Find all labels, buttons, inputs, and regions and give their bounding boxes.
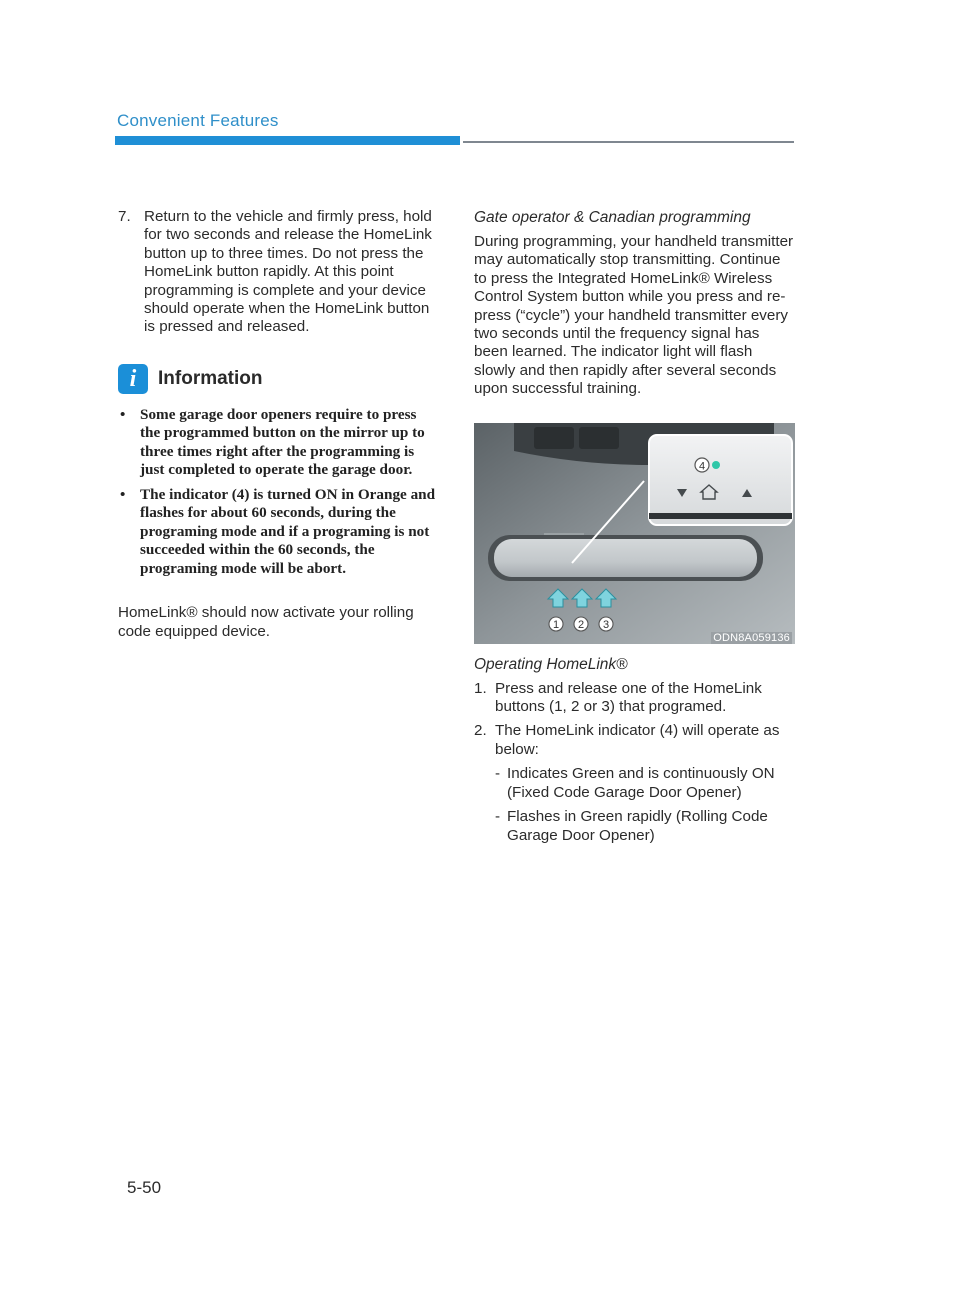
- homelink-mirror-figure: [474, 423, 795, 644]
- operating-step-1: [474, 680, 796, 717]
- gate-paragraph: During programming, your handheld transmitter may automatically stop transmitting. Continue to press the Integrated HomeLink® Wireless Control System button while you press and re-press (“cycle”) your handheld transmitter every two seconds until the frequency signal has been learned. The indicator light will flash slowly and then rapidly after several seconds upon successful training.: [474, 233, 794, 398]
- label-4: 4: [698, 460, 706, 473]
- step-text: Press and release one of the HomeLink buttons (1, 2 or 3) that programed.: [495, 679, 762, 716]
- sub-item: [495, 808, 796, 845]
- left-column: [118, 208, 440, 641]
- step-number: 7.: [118, 208, 131, 225]
- figure-code: ODN8A059136: [713, 631, 790, 644]
- section-title: Convenient Features: [117, 111, 279, 130]
- info-icon: i: [118, 364, 148, 394]
- zoom-inset-edge: [649, 513, 792, 519]
- information-item-text: The indicator (4) is turned ON in Orange and flashes for about 60 seconds, during the programing mode and if a programing is not succeeded within the 60 seconds, the programing mode will be abort.: [140, 485, 436, 577]
- label-2: 2: [577, 618, 585, 631]
- information-item-text: Some garage door openers require to press the programmed button on the mirror up to three times right after the programming is just completed to operate the garage door.: [140, 405, 425, 479]
- operating-step-2: [474, 722, 796, 844]
- label-1: 1: [552, 618, 560, 631]
- information-item: [118, 486, 440, 579]
- bullet-icon: •: [120, 405, 126, 423]
- label-3: 3: [602, 618, 610, 631]
- information-list: [118, 406, 440, 579]
- step-number: 1.: [474, 679, 487, 697]
- sub-item-text: Indicates Green and is continuously ON (Fixed Code Garage Door Opener): [507, 765, 775, 801]
- closing-paragraph: HomeLink® should now activate your rolling code equipped device.: [118, 604, 414, 640]
- operating-heading: Operating HomeLink®: [474, 655, 628, 673]
- header-rule-accent: [115, 136, 460, 145]
- mirror-illustration: [474, 423, 795, 644]
- zoom-inset: [649, 435, 792, 525]
- right-column: [474, 208, 796, 845]
- step-number: 2.: [474, 722, 487, 740]
- header-rule: [463, 141, 794, 143]
- sub-item: [495, 765, 796, 802]
- step-text: The HomeLink indicator (4) will operate as below:: [495, 722, 780, 758]
- sub-item-text: Flashes in Green rapidly (Rolling Code Garage Door Opener): [507, 808, 768, 844]
- page-number: 5-50: [127, 1178, 162, 1197]
- mirror-glass: [494, 539, 757, 577]
- information-title: Information: [158, 367, 263, 389]
- dash-icon: -: [495, 808, 501, 826]
- console-switch: [534, 427, 574, 449]
- dash-icon: -: [495, 765, 501, 783]
- information-header: [118, 364, 440, 394]
- step-7: [118, 208, 440, 337]
- step-text: Return to the vehicle and firmly press, hold for two seconds and release the HomeLink button up to three times. Do not press the HomeLink button rapidly. At this point programming is complete and your device should operate when the HomeLink button is pressed and released.: [144, 208, 432, 336]
- console-switch: [579, 427, 619, 449]
- gate-heading: Gate operator & Canadian programming: [474, 209, 751, 226]
- indicator-led: [712, 461, 720, 469]
- bullet-icon: •: [120, 485, 126, 503]
- information-item: [118, 406, 440, 480]
